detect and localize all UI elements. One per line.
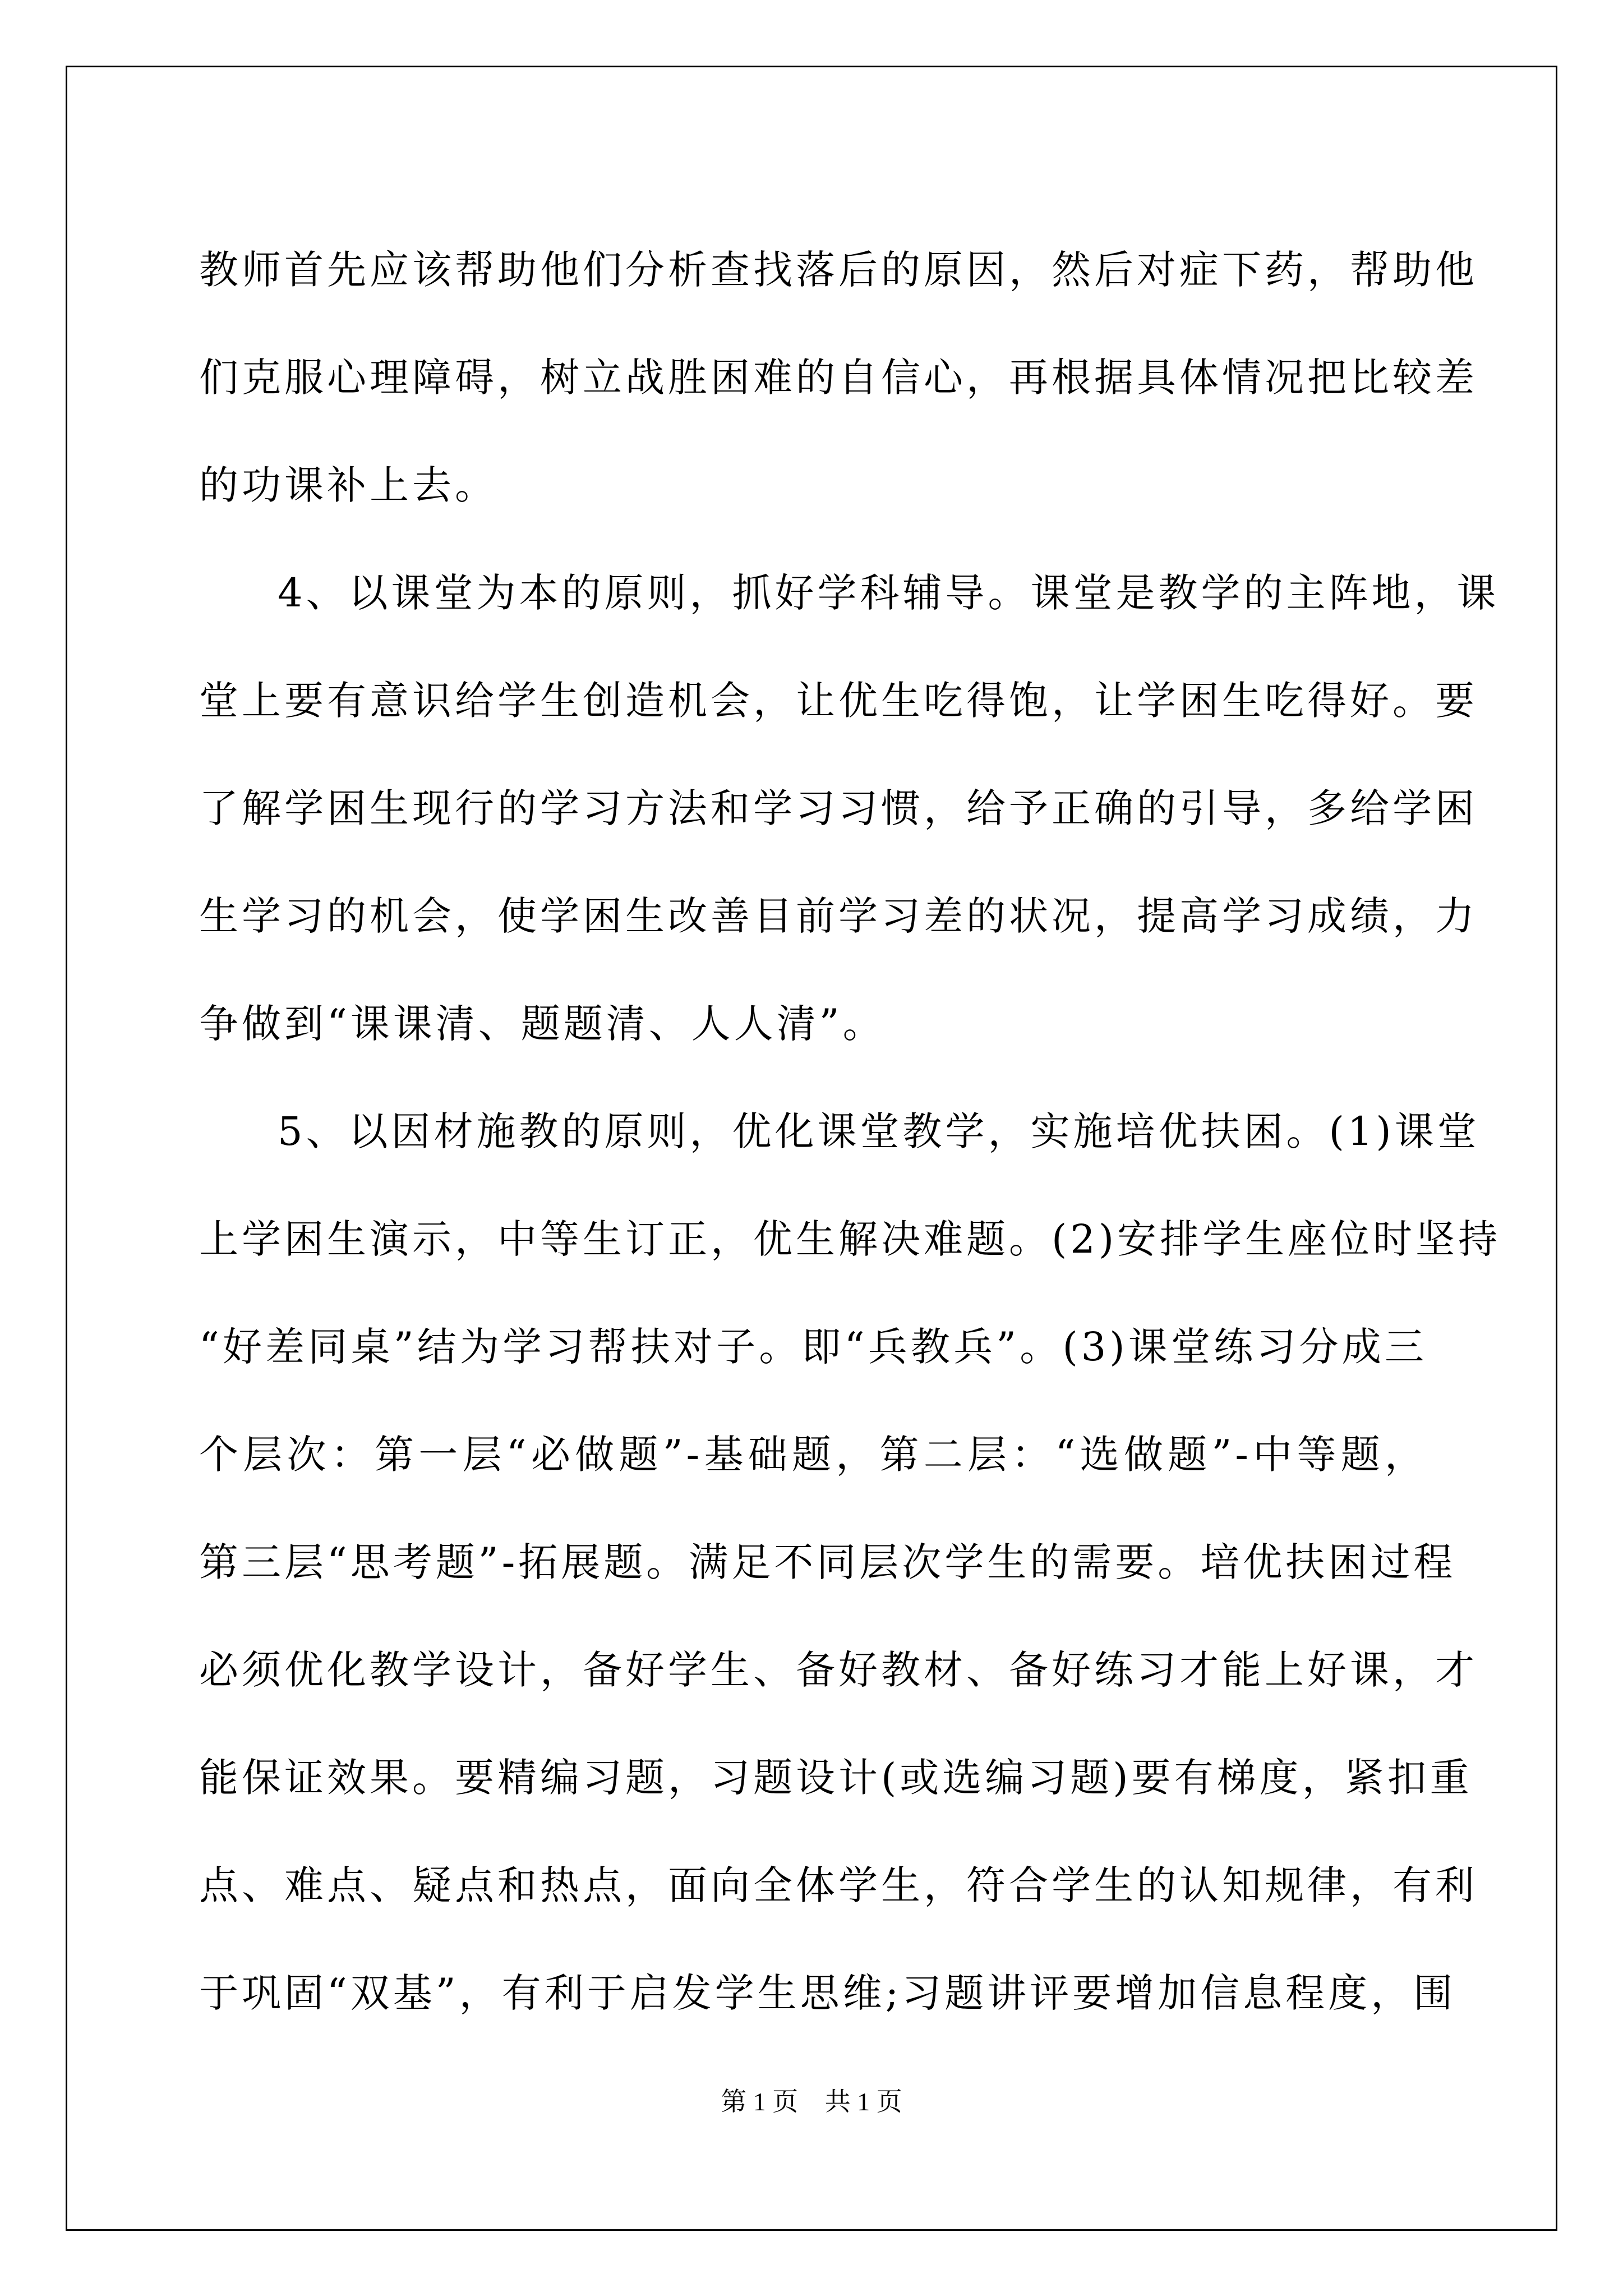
text-line: 生学习的机会，使学困生改善目前学习差的状况，提高学习成绩，力: [199, 893, 1478, 939]
text-line: 的功课补上去。: [199, 462, 497, 508]
text-line: 于巩固“双基”，有利于启发学生思维;习题讲评要增加信息程度，围: [199, 1970, 1456, 2016]
text-line: 5、以因材施教的原则，优化课堂教学，实施培优扶困。(1)课堂: [278, 1108, 1480, 1154]
text-line: 4、以课堂为本的原则，抓好学科辅导。课堂是教学的主阵地，课: [278, 570, 1500, 616]
page-number: 第 1 页: [721, 2087, 799, 2116]
text-line: 教师首先应该帮助他们分析查找落后的原因，然后对症下药，帮助他: [199, 247, 1478, 293]
text-line: 们克服心理障碍，树立战胜困难的自信心，再根据具体情况把比较差: [199, 355, 1478, 401]
text-line: 了解学困生现行的学习方法和学习习惯，给予正确的引导，多给学困: [199, 785, 1478, 831]
page-footer: [0, 2081, 1623, 2118]
text-line: 必须优化教学设计，备好学生、备好教材、备好练习才能上好课，才: [199, 1647, 1478, 1693]
text-line: 个层次：第一层“必做题”-基础题，第二层：“选做题”-中等题，: [199, 1432, 1427, 1478]
text-line: 争做到“课课清、题题清、人人清”。: [199, 1001, 886, 1047]
text-line: 堂上要有意识给学生创造机会，让优生吃得饱，让学困生吃得好。要: [199, 678, 1478, 724]
text-line: 第三层“思考题”-拓展题。满足不同层次学生的需要。培优扶困过程: [199, 1539, 1456, 1585]
document-body: [199, 216, 1501, 2047]
page-total: 共 1 页: [824, 2087, 902, 2116]
text-line: 能保证效果。要精编习题，习题设计(或选编习题)要有梯度，紧扣重: [199, 1755, 1473, 1801]
text-line: 点、难点、疑点和热点，面向全体学生，符合学生的认知规律，有利: [199, 1862, 1478, 1908]
text-line: 上学困生演示，中等生订正，优生解决难题。(2)安排学生座位时坚持: [199, 1216, 1501, 1262]
text-line: “好差同桌”结为学习帮扶对子。即“兵教兵”。(3)课堂练习分成三: [199, 1324, 1427, 1370]
